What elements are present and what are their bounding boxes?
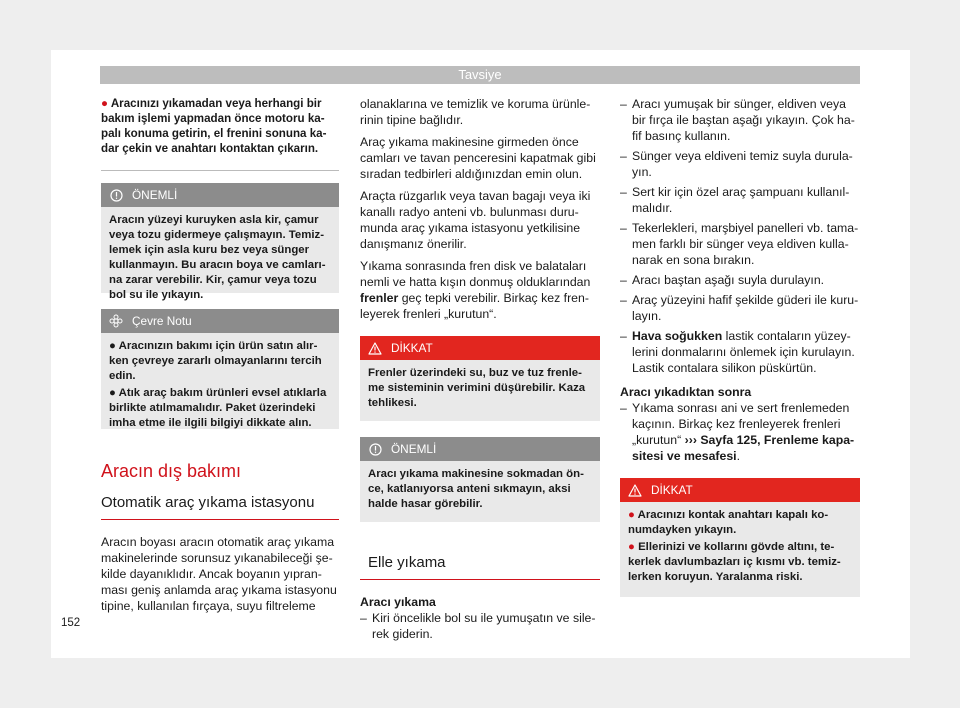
- list-item: – Hava soğukken lastik contaların yüzey-lerini donmalarını önlemek için kurulayın. Lastik contalara silikon püskürtün.: [620, 328, 860, 376]
- warning-triangle-icon: [368, 341, 382, 355]
- instruction-list: [360, 610, 600, 642]
- dikkat-box-title: DİKKAT: [391, 341, 433, 355]
- onemli-box-title: ÖNEMLİ: [391, 442, 437, 456]
- dikkat-box-text: Frenler üzerindeki su, buz ve tuz frenle-me sisteminin verimini düşürebilir. Kaza tehlikesi.: [368, 367, 586, 409]
- cevre-item-2: ● Atık araç bakım ürünleri evsel atıklarla birlikte atılmamalıdır. Paket üzerindeki imha etme ile ilgili bilgiyi dikkate alın.: [109, 387, 327, 429]
- dikkat-box-header: [360, 336, 600, 360]
- section-heading: [101, 461, 339, 520]
- paragraph: Aracın boyası aracın otomatik araç yıkama makinelerinde sorunsuz yıkanabileceği şe-kilde dayanıklıdır. Ancak boyanın yıpran-ması geniş anlamda araç yıkama istasyonu tipine, kullanılan fırçaya, suyu filtreleme: [101, 535, 337, 613]
- dikkat-box-header: [620, 478, 860, 502]
- intro-note-text: Aracınızı yıkamadan veya herhangi bir bakım işlemi yapmadan önce motoru ka-palı konuma getirin, el frenini sonuna ka-dar çekin ve anahtarı kontaktan çıkarın.: [101, 97, 327, 155]
- list-item: – Kiri öncelikle bol su ile yumuşatın ve sile-rek giderin.: [360, 610, 600, 642]
- onemli-box-text: Aracın yüzeyi kuruyken asla kir, çamur veya tozu gidermeye çalışmayın. Temiz-lemek için asla kuru bez veya sünger kullanmayın. Bu aracın boya ve camları-na zarar verebilir. Kir, çamur veya tozu bol su ile yıkayın.: [109, 214, 326, 301]
- sub-heading: Aracı yıkadıktan sonra: [620, 385, 752, 399]
- paragraph: Araç yıkama makinesine girmeden önce camları ve tavan penceresini kapatmak gibi sıradan tedbirleri aldığınızdan emin olun.: [360, 135, 596, 181]
- dikkat-box-body: [620, 502, 860, 597]
- onemli-box: [101, 183, 339, 301]
- list-item: – Aracı yumuşak bir sünger, eldiven veya bir fırça ile baştan aşağı yıkayın. Çok ha-fif basınç kullanın.: [620, 96, 860, 144]
- section-title: Aracın dış bakımı: [101, 461, 242, 481]
- bullet-icon: ●: [628, 541, 635, 553]
- dikkat-item-2: ● Ellerinizi ve kollarını gövde altını, te-kerlek davlumbazları iç kısmı vb. temiz-lerken koruyun. Yaralanma riski.: [628, 541, 841, 583]
- cevre-notu-body: [101, 333, 339, 443]
- cevre-notu-title: Çevre Notu: [132, 314, 192, 328]
- cevre-notu-header: [101, 309, 339, 333]
- list-item: – Yıkama sonrası ani ve sert frenlemeden kaçının. Birkaç kez frenleyerek frenleri „kurutun“ ››› Sayfa 125, Frenleme kapa-sitesi ve mesafesi.: [620, 400, 860, 464]
- column-1: [101, 96, 339, 614]
- bullet-icon: ●: [628, 509, 635, 521]
- info-circle-icon: [109, 188, 123, 202]
- subsection-title: Otomatik araç yıkama istasyonu: [101, 494, 339, 520]
- flower-icon: [109, 314, 123, 328]
- dikkat-box: [620, 478, 860, 597]
- list-item: – Sert kir için özel araç şampuanı kullanıl-malıdır.: [620, 184, 860, 216]
- intro-note: [101, 96, 339, 171]
- onemli-box-text: Aracı yıkama makinesine sokmadan ön-ce, katlanıyorsa anteni sıkmayın, aksi halde hasar görebilir.: [368, 468, 584, 510]
- paragraph: Yıkama sonrasında fren disk ve balataları nemli ve hatta kışın donmuş olduklarından frenler geç tepki verebilir. Birkaç kez fren-leyerek frenleri „kurutun“.: [360, 259, 591, 321]
- list-item: – Sünger veya eldiveni temiz suyla durula-yın.: [620, 148, 860, 180]
- cross-ref-link[interactable]: Sayfa 125, Frenleme kapa-sitesi ve mesafesi: [632, 433, 855, 463]
- cevre-notu-box: [101, 309, 339, 429]
- column-2: [360, 96, 600, 646]
- warning-triangle-icon: [628, 483, 642, 497]
- onemli-box-title: ÖNEMLİ: [132, 188, 178, 202]
- onemli-box-header: [360, 437, 600, 461]
- instruction-list: [620, 400, 860, 464]
- list-item: – Araç yüzeyini hafif şekilde güderi ile kuru-layın.: [620, 292, 860, 324]
- onemli-box-header: [101, 183, 339, 207]
- bullet-icon: ●: [101, 97, 109, 110]
- dikkat-item-1: ● Aracınızı kontak anahtarı kapalı ko-numdayken yıkayın.: [628, 509, 829, 536]
- info-circle-icon: [368, 442, 382, 456]
- subsection-title: Elle yıkama: [360, 554, 600, 580]
- sub-heading: Aracı yıkama: [360, 595, 436, 609]
- header-band: [100, 66, 860, 84]
- page-number: 152: [61, 617, 81, 629]
- paragraph: Araçta rüzgarlık veya tavan bagajı veya iki kanallı radyo anteni vb. bulunması duru-munda araç yıkama istasyonu yetkilisine danışmanız önerilir.: [360, 189, 591, 251]
- onemli-box: [360, 437, 600, 522]
- cross-ref-arrow-icon: ›››: [684, 433, 697, 447]
- list-item: – Tekerlekleri, marşbiyel panelleri vb. tama-men farklı bir sünger veya eldiven kulla-narak en sona bırakın.: [620, 220, 860, 268]
- dikkat-box-title: DİKKAT: [651, 483, 693, 497]
- dikkat-box: [360, 336, 600, 421]
- page-header-title: Tavsiye: [458, 67, 502, 82]
- column-3: [620, 96, 860, 597]
- cevre-item-1: ● Aracınızın bakımı için ürün satın alır-ken çevreye zararlı olmayanlarını tercih edin.: [109, 340, 322, 382]
- list-item: – Aracı baştan aşağı suyla durulayın.: [620, 272, 860, 288]
- paragraph: olanaklarına ve temizlik ve koruma ürünle-rinin tipine bağlıdır.: [360, 97, 591, 127]
- instruction-list: [620, 96, 860, 376]
